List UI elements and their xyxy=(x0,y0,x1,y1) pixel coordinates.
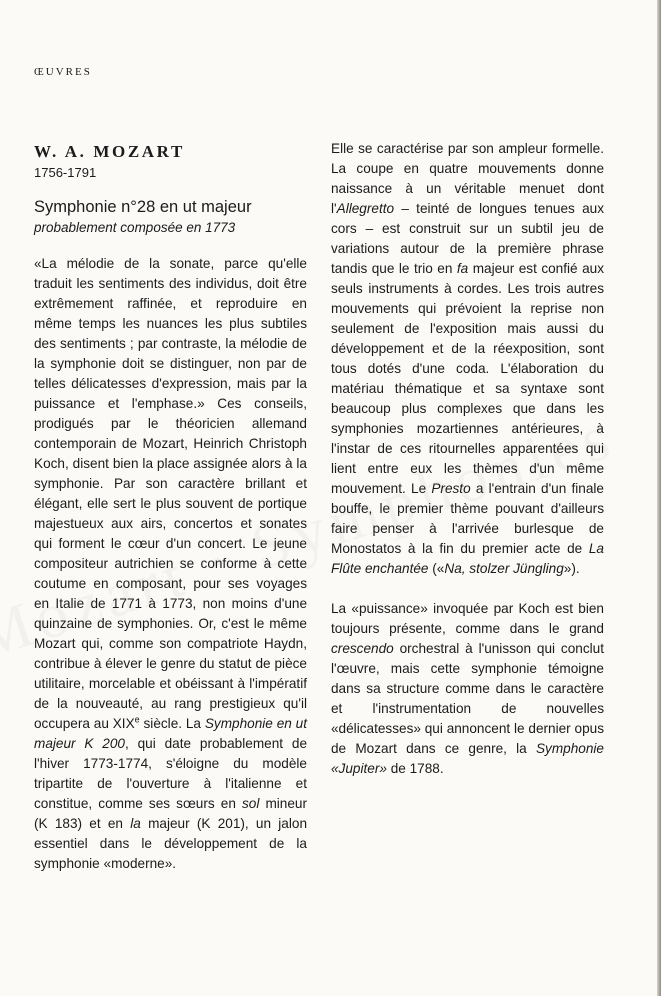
text-run: «La mélodie de la sonate, parce qu'elle traduit les sentiments des individus, doit être extrêmement raffinée, et reproduire en même temps les nuances les plus subtiles des sentiments ; par contraste, la mélodie de la symphonie doit se distinguer, non par de telles délicatesses d'expression, mais par la puissance et l'emphase.» Ces conseils, prodigués par le théoricien allemand contemporain de Mozart, Heinrich Christoph Koch, disent bien la place assignée alors à la symphonie. Par son caractère brillant et élégant, elle sert le plus souvent de portique majestueux aux airs, concertos et sonates qui forment le cœur d'un concert. Le jeune compositeur autrichien se conforme à cette coutume en composant, pour ses voyages en Italie de 1771 à 1773, non moins d'une quinzaine de symphonies. Or, c'est le même Mozart qui, comme son compatriote Haydn, contribue à élever le genre du statut de pièce utilitaire, morcelable et obéissant à l'impératif de la nouveauté, au rang prestigieux qu'il occupera au XIX xyxy=(34,256,307,731)
text-run: »). xyxy=(563,561,580,576)
work-title: Symphonie n°28 en ut majeur xyxy=(34,198,252,216)
superscript: e xyxy=(134,714,140,725)
left-column xyxy=(34,140,307,874)
text-run: de 1788. xyxy=(386,761,444,776)
intro-paragraph xyxy=(34,254,307,874)
text-run: , qui date probablement de l'hiver 1773-1774, s'éloigne du modèle tripartite de l'ouverture à l'italienne et constitue, comme ses sœurs en xyxy=(34,736,308,811)
work-subtitle: probablement composée en 1773 xyxy=(34,220,236,235)
text-run: siècle. La xyxy=(139,716,205,731)
italic-run: Symphonie en ut majeur K 200 xyxy=(34,716,307,751)
section-label: ŒUVRES xyxy=(34,66,92,78)
italic-run: Presto xyxy=(431,481,471,496)
italic-run: sol xyxy=(241,796,260,811)
composer-name: W. A. MOZART xyxy=(34,142,185,161)
text-run: majeur (K 201), un jalon essentiel dans le développement de la symphonie «moderne». xyxy=(34,816,308,871)
text-run: (« xyxy=(428,561,445,576)
text-run: Elle se caractérise par son ampleur formelle. La coupe en quatre mouvements donne naissance à un véritable menuet dont l' xyxy=(331,141,604,216)
italic-run: La Flûte enchantée xyxy=(331,541,604,576)
text-run: majeur est confié aux seuls instruments à cordes. Les trois autres mouvements qui prévoient la reprise non seulement de l'exposition mais aussi du développement et de la réexposition, sont tous dotés d'une coda. L'élaboration du matériau thématique et sa syntaxe sont beaucoup plus complexes que dans les symphonies mozartiennes antérieures, à l'instar de ces ritournelles apparentées qui lient entre eux les thèmes d'un même mouvement. Le xyxy=(331,261,604,496)
italic-run: fa xyxy=(456,261,469,276)
text-run: La «puissance» invoquée par Koch est bien toujours présente, comme dans le grand xyxy=(331,601,604,636)
italic-run: Na, stolzer Jüngling xyxy=(444,561,564,576)
italic-run: la xyxy=(130,816,141,831)
text-run: orchestral à l'unisson qui conclut l'œuvre, mais cette symphonie témoigne dans sa structure comme dans le caractère et l'instrumentation de nouvelles «délicatesses» qui annoncent le dernier opus de Mozart dans ce genre, la xyxy=(331,641,604,756)
text-run: mineur (K 183) et en xyxy=(34,796,307,831)
italic-run: crescendo xyxy=(331,641,394,656)
right-column xyxy=(331,139,604,779)
italic-run: Symphonie «Jupiter» xyxy=(331,741,604,776)
text-run: – teinté de longues tenues aux cors – est construit sur un subtil jeu de variations autour de la première phrase tandis que le trio en xyxy=(331,201,604,276)
composer-dates: 1756-1791 xyxy=(34,165,97,180)
conclusion-paragraph xyxy=(331,599,604,779)
text-run: a l'entrain d'un finale bouffe, le premier thème pouvant d'ailleurs faire penser à l'arrivée burlesque de Monostatos à la fin du premier acte de xyxy=(331,481,604,556)
scan-edge-shadow xyxy=(657,0,661,996)
structure-paragraph xyxy=(331,139,604,579)
italic-run: Allegretto xyxy=(336,201,395,216)
